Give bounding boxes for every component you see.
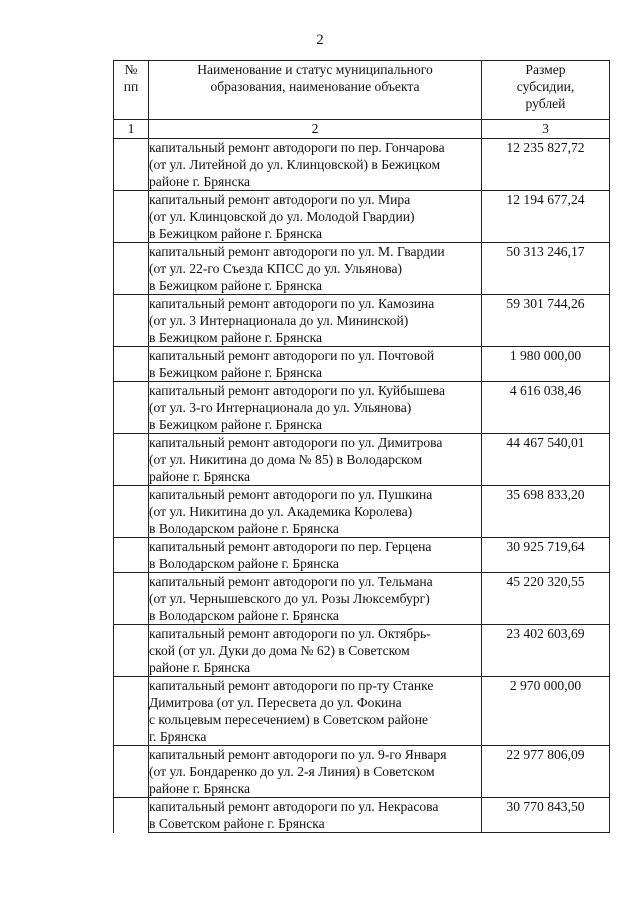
page-number: 2 — [316, 32, 324, 48]
object-name-cell — [149, 573, 482, 625]
object-name: капитальный ремонт автодороги по пер. Герцена в Володарском районе г. Брянска — [149, 539, 432, 571]
table-row — [114, 295, 610, 347]
table-row — [114, 746, 610, 798]
object-name-cell — [149, 295, 482, 347]
header-name: Наименование и статус муниципального образования, наименование объекта — [197, 62, 433, 94]
subsidy-amount: 30 770 843,50 — [482, 798, 610, 833]
row-number-cell — [114, 486, 149, 538]
subsidy-amount: 50 313 246,17 — [482, 243, 610, 295]
row-number-cell — [114, 677, 149, 746]
table-row — [114, 798, 610, 833]
object-name: капитальный ремонт автодороги по пр-ту Станке Димитрова (от ул. Пересвета до ул. Фокина с кольцевым пересечением) в Советском районе г. Брянска — [149, 678, 434, 744]
row-number-cell — [114, 538, 149, 573]
object-name: капитальный ремонт автодороги по ул. Тельмана (от ул. Чернышевского до ул. Розы Люксембург) в Володарском районе г. Брянска — [149, 574, 433, 623]
table-row — [114, 486, 610, 538]
object-name-cell — [149, 798, 482, 833]
header-amount-cell — [482, 61, 610, 120]
object-name: капитальный ремонт автодороги по ул. Некрасова в Советском районе г. Брянска — [149, 799, 439, 831]
column-number-2: 2 — [149, 120, 482, 139]
table-row — [114, 243, 610, 295]
subsidy-amount: 59 301 744,26 — [482, 295, 610, 347]
object-name-cell — [149, 746, 482, 798]
header-number: № пп — [123, 62, 139, 94]
subsidy-amount: 45 220 320,55 — [482, 573, 610, 625]
object-name: капитальный ремонт автодороги по ул. Почтовой в Бежицком районе г. Брянска — [149, 348, 435, 380]
row-number-cell — [114, 191, 149, 243]
table-row — [114, 139, 610, 191]
object-name-cell — [149, 625, 482, 677]
table-row — [114, 625, 610, 677]
subsidy-amount: 1 980 000,00 — [482, 347, 610, 382]
row-number-cell — [114, 434, 149, 486]
object-name: капитальный ремонт автодороги по ул. Камозина (от ул. 3 Интернационала до ул. Мининской) в Бежицком районе г. Брянска — [149, 296, 435, 345]
object-name-cell — [149, 139, 482, 191]
column-number-1: 1 — [114, 120, 149, 139]
subsidy-amount: 2 970 000,00 — [482, 677, 610, 746]
subsidy-amount: 4 616 038,46 — [482, 382, 610, 434]
row-number-cell — [114, 573, 149, 625]
subsidy-amount: 12 235 827,72 — [482, 139, 610, 191]
header-amount: Размер субсидии, рублей — [516, 62, 575, 111]
table-row — [114, 191, 610, 243]
object-name-cell — [149, 538, 482, 573]
object-name: капитальный ремонт автодороги по ул. Куйбышева (от ул. 3-го Интернационала до ул. Ульянова) в Бежицком районе г. Брянска — [149, 383, 445, 432]
subsidy-amount: 35 698 833,20 — [482, 486, 610, 538]
row-number-cell — [114, 295, 149, 347]
header-name-cell — [149, 61, 482, 120]
column-numbers-row — [114, 120, 610, 139]
subsidy-amount: 12 194 677,24 — [482, 191, 610, 243]
row-number-cell — [114, 625, 149, 677]
column-number-3: 3 — [482, 120, 610, 139]
table-row — [114, 347, 610, 382]
object-name: капитальный ремонт автодороги по ул. Октябрь- ской (от ул. Дуки до дома № 62) в Советском районе г. Брянска — [149, 626, 431, 675]
table-row — [114, 538, 610, 573]
object-name-cell — [149, 347, 482, 382]
subsidy-amount: 22 977 806,09 — [482, 746, 610, 798]
row-number-cell — [114, 347, 149, 382]
subsidy-amount: 44 467 540,01 — [482, 434, 610, 486]
header-number-cell — [114, 61, 149, 120]
table-row — [114, 382, 610, 434]
object-name-cell — [149, 486, 482, 538]
object-name-cell — [149, 243, 482, 295]
object-name: капитальный ремонт автодороги по ул. 9-го Января (от ул. Бондаренко до ул. 2-я Линия) в Советском районе г. Брянска — [149, 747, 447, 796]
row-number-cell — [114, 243, 149, 295]
object-name-cell — [149, 677, 482, 746]
object-name-cell — [149, 382, 482, 434]
object-name: капитальный ремонт автодороги по ул. Димитрова (от ул. Никитина до дома № 85) в Володарском районе г. Брянска — [149, 435, 443, 484]
object-name: капитальный ремонт автодороги по ул. М. Гвардии (от ул. 22-го Съезда КПСС до ул. Ульянова) в Бежицком районе г. Брянска — [149, 244, 445, 293]
table-header-row — [114, 61, 610, 120]
table-row — [114, 434, 610, 486]
row-number-cell — [114, 382, 149, 434]
object-name: капитальный ремонт автодороги по ул. Мира (от ул. Клинцовской до ул. Молодой Гвардии) в Бежицком районе г. Брянска — [149, 192, 415, 241]
object-name-cell — [149, 434, 482, 486]
table-row — [114, 677, 610, 746]
object-name: капитальный ремонт автодороги по пер. Гончарова (от ул. Литейной до ул. Клинцовской) в Бежицком районе г. Брянска — [149, 140, 445, 189]
row-number-cell — [114, 746, 149, 798]
subsidies-table — [113, 60, 610, 833]
object-name-cell — [149, 191, 482, 243]
object-name: капитальный ремонт автодороги по ул. Пушкина (от ул. Никитина до ул. Академика Королева) в Володарском районе г. Брянска — [149, 487, 433, 536]
subsidy-amount: 23 402 603,69 — [482, 625, 610, 677]
table-row — [114, 573, 610, 625]
subsidy-amount: 30 925 719,64 — [482, 538, 610, 573]
row-number-cell — [114, 139, 149, 191]
row-number-cell — [114, 798, 149, 833]
